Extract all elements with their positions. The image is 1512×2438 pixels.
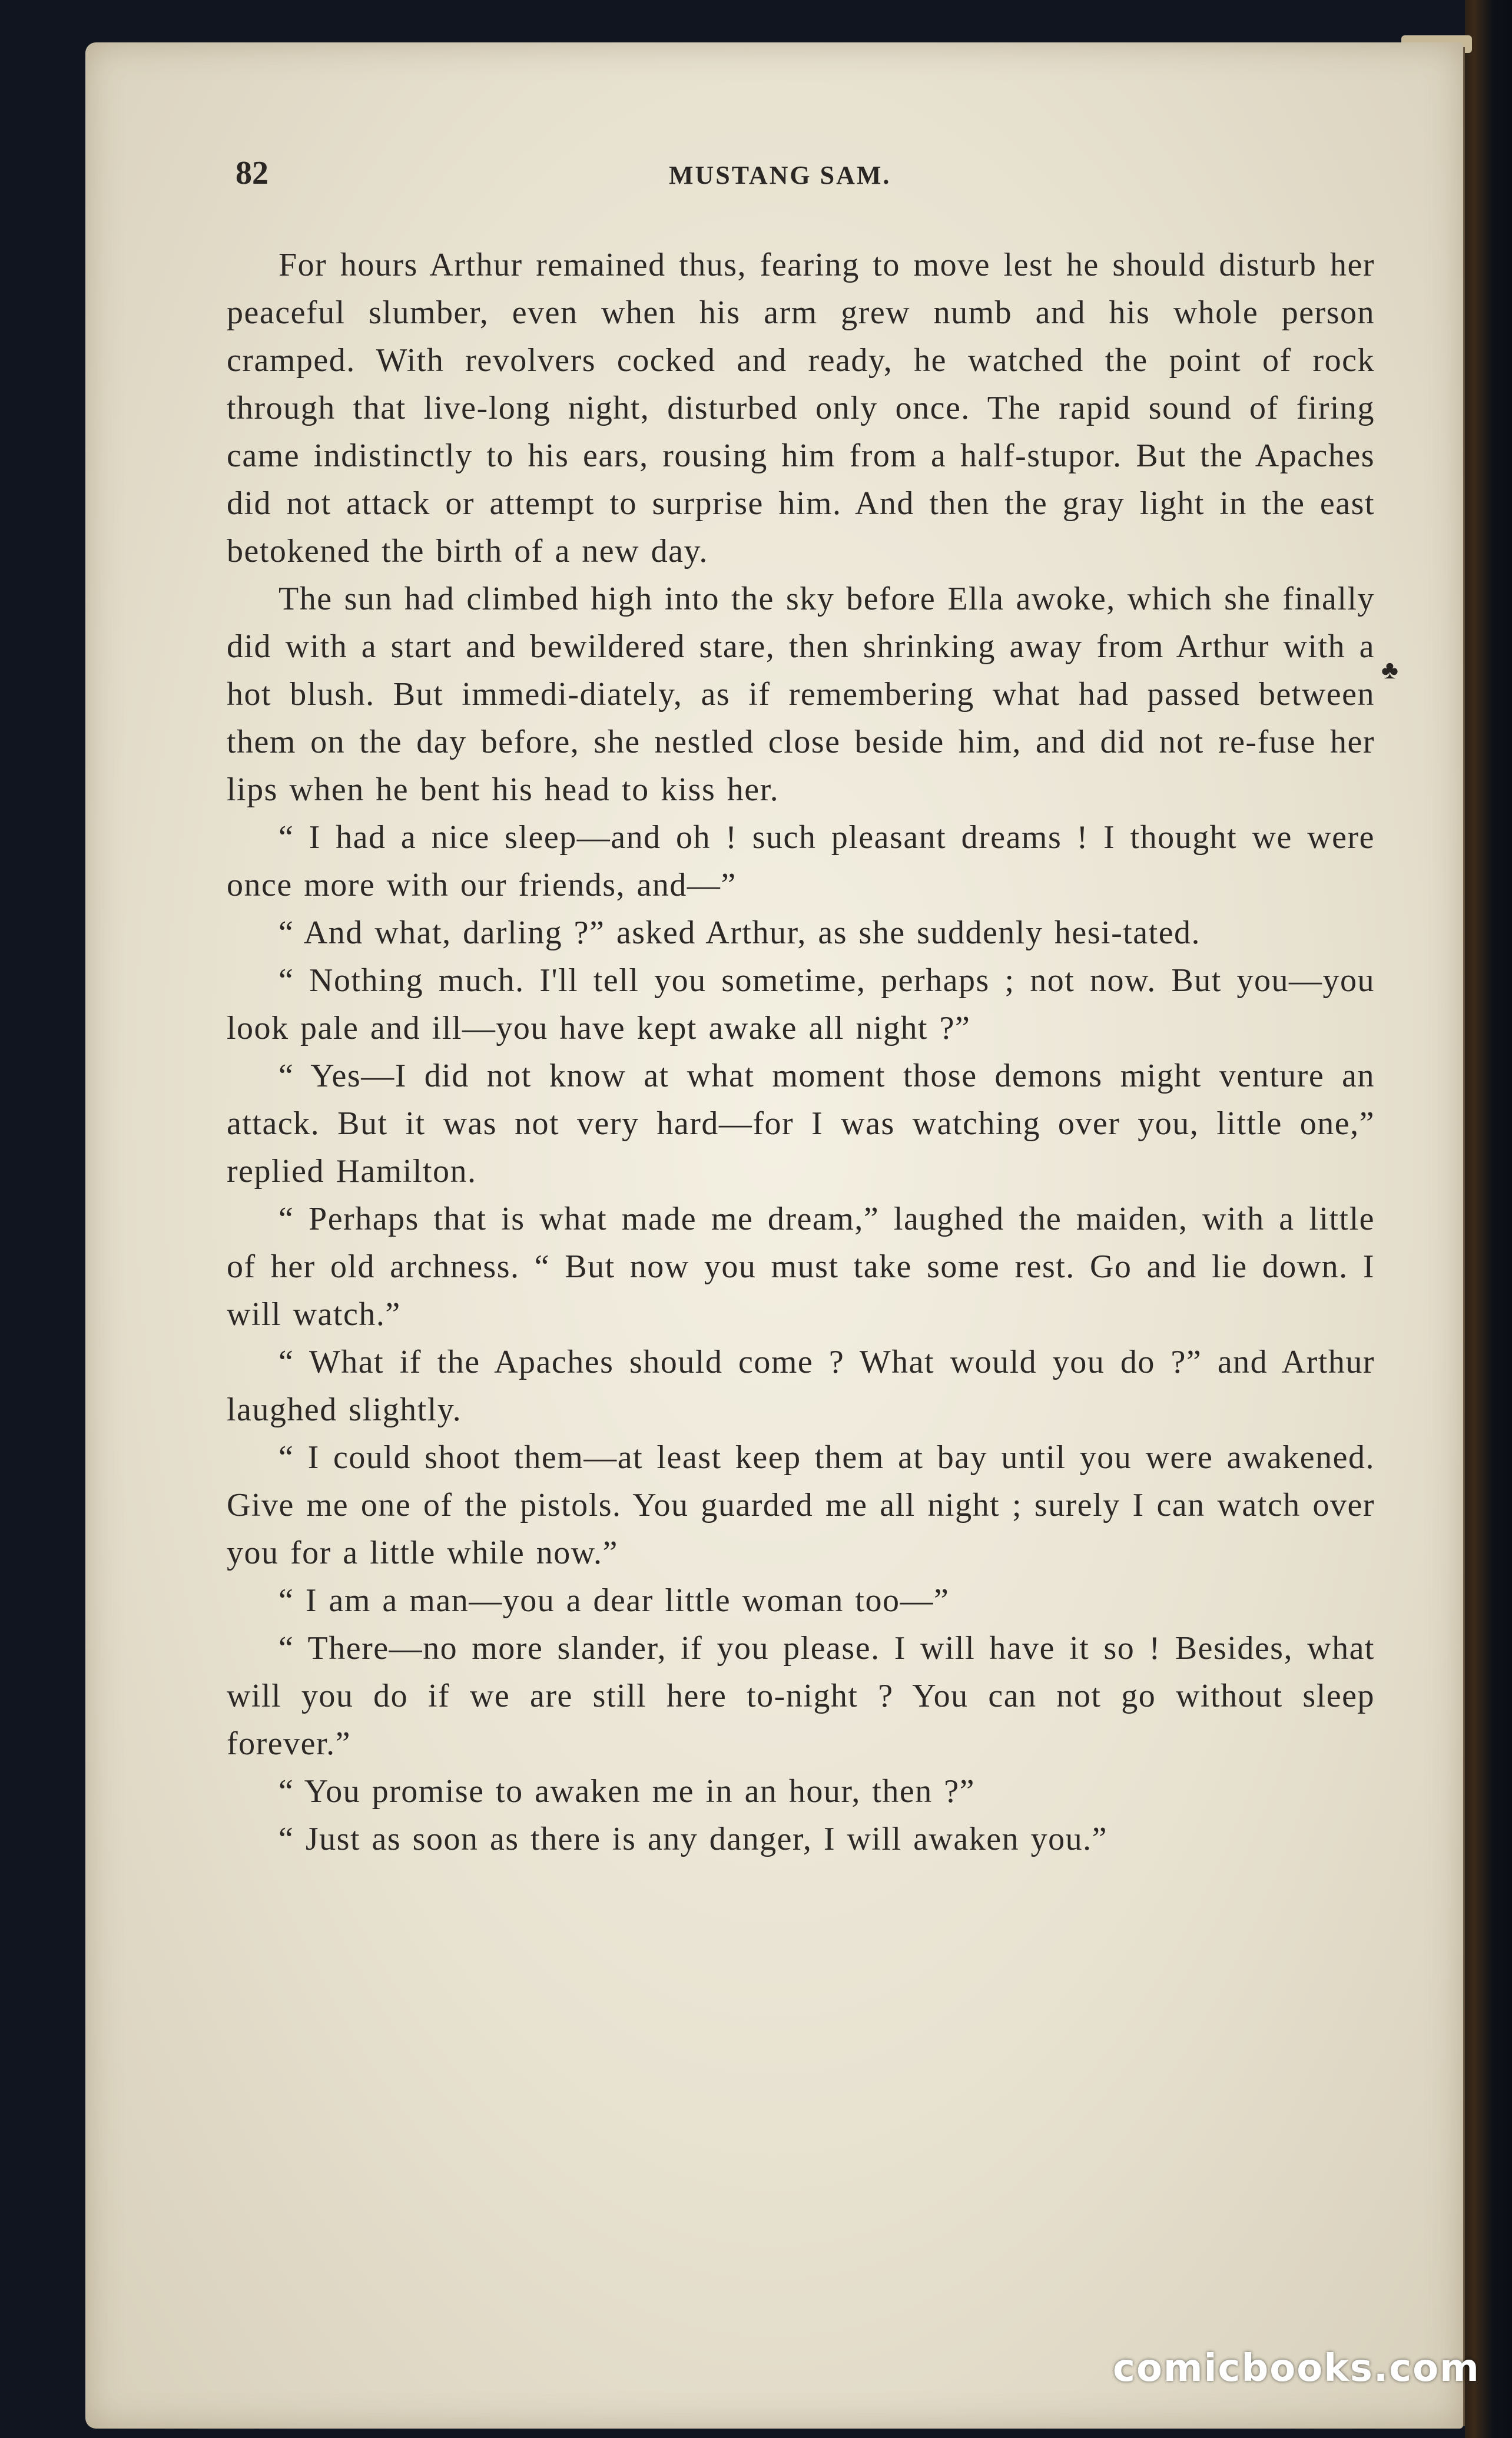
paragraph: “ I had a nice sleep—and oh ! such pleasant dreams ! I thought we were once more with our friends, and—” <box>227 819 1375 903</box>
paragraph: “ You promise to awaken me in an hour, then ?” <box>278 1773 975 1810</box>
watermark: comicbooks.com <box>1113 2347 1480 2390</box>
paragraph: “ Perhaps that is what made me dream,” laughed the maiden, with a little of her old archness. “ But now you must take some rest. Go and lie down. I will watch.” <box>227 1201 1375 1333</box>
page-body <box>227 241 1375 1863</box>
margin-mark-icon: ♣ <box>1381 655 1398 684</box>
paragraph: “ There—no more slander, if you please. I will have it so ! Besides, what will you do if we are still here to-night ? You can not go without sleep forever.” <box>227 1630 1375 1762</box>
paragraph: For hours Arthur remained thus, fearing to move lest he should disturb her peaceful slumber, even when his arm grew numb and his whole person cramped. With revolvers cocked and ready, he watched the point of rock through that live-long night, disturbed only once. The rapid sound of firing came indistinctly to his ears, rousing him from a half-stupor. But the Apaches did not attack or attempt to surprise him. And then the gray light in the east betokened the birth of a new day. <box>227 247 1375 569</box>
scan-background-edge <box>1465 0 1512 2438</box>
page-number: 82 <box>236 155 268 191</box>
paragraph: “ Just as soon as there is any danger, I will awaken you.” <box>278 1821 1108 1857</box>
paragraph: The sun had climbed high into the sky before Ella awoke, which she finally did with a start and bewildered stare, then shrinking away from Arthur with a hot blush. But immedi-diately, as if remembering what had passed between them on the day before, she nestled close beside him, and did not re-fuse her lips when he bent his head to kiss her. <box>227 581 1375 808</box>
paragraph: “ What if the Apaches should come ? What would you do ?” and Arthur laughed slightly. <box>227 1344 1375 1428</box>
paragraph: “ Yes—I did not know at what moment those demons might venture an attack. But it was not very hard—for I was watching over you, little one,” replied Hamilton. <box>227 1058 1375 1190</box>
paragraph: “ I could shoot them—at least keep them at bay until you were awakened. Give me one of the pistols. You guarded me all night ; surely I can watch over you for a little while now.” <box>227 1439 1375 1571</box>
page-header <box>236 154 1413 196</box>
running-head: MUSTANG SAM. <box>669 161 891 190</box>
paragraph: “ And what, darling ?” asked Arthur, as she suddenly hesi-tated. <box>278 915 1201 951</box>
paragraph: “ I am a man—you a dear little woman too—” <box>278 1582 950 1619</box>
paragraph: “ Nothing much. I'll tell you sometime, perhaps ; not now. But you—you look pale and ill—you have kept awake all night ?” <box>227 962 1375 1046</box>
